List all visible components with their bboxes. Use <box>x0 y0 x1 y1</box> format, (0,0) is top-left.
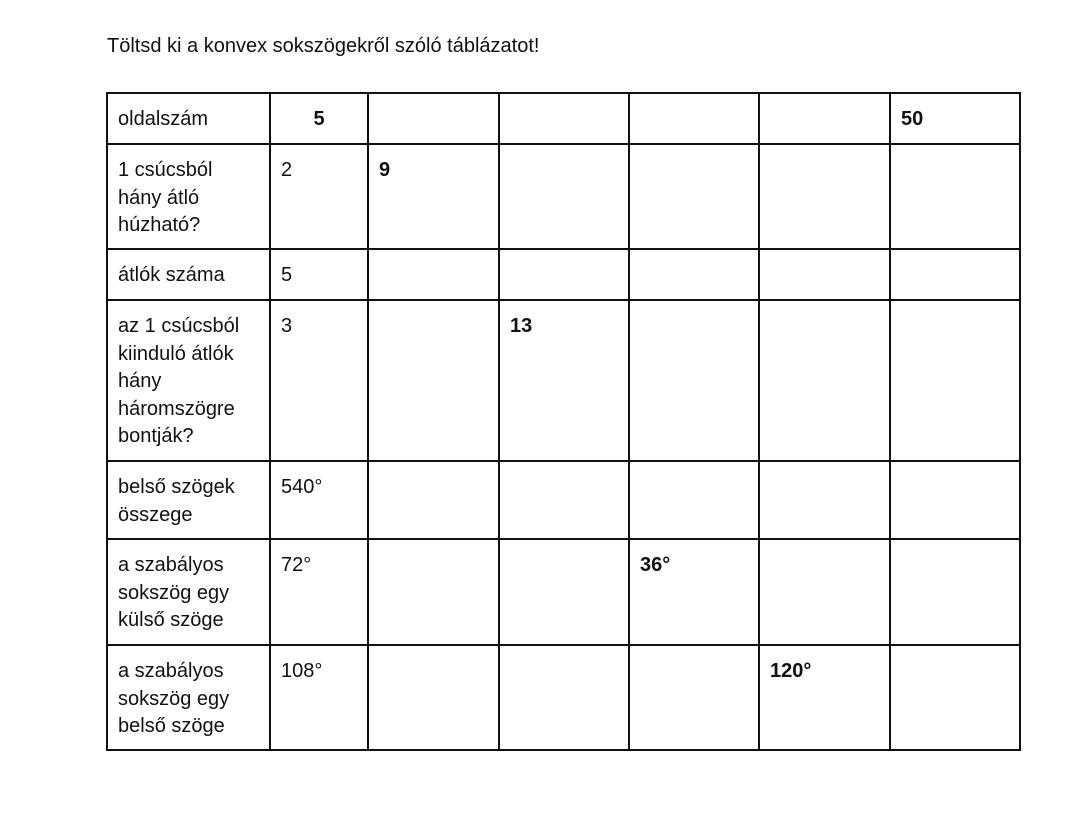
row-label: a szabályos sokszög egy külső szöge <box>107 539 270 645</box>
page-title: Töltsd ki a konvex sokszögekről szóló táblázatot! <box>107 35 540 57</box>
empty-cell[interactable] <box>368 645 499 750</box>
table-cell: 540° <box>270 461 368 539</box>
table-cell: 120° <box>759 645 890 750</box>
empty-cell[interactable] <box>629 249 759 300</box>
empty-cell[interactable] <box>629 93 759 144</box>
row-label: 1 csúcsból hány átló húzható? <box>107 144 270 249</box>
empty-cell[interactable] <box>499 461 629 539</box>
empty-cell[interactable] <box>499 93 629 144</box>
empty-cell[interactable] <box>759 300 890 461</box>
table-row <box>107 300 1020 461</box>
table-row <box>107 645 1020 750</box>
table-cell: 50 <box>890 93 1020 144</box>
empty-cell[interactable] <box>368 249 499 300</box>
empty-cell[interactable] <box>759 249 890 300</box>
empty-cell[interactable] <box>759 461 890 539</box>
empty-cell[interactable] <box>629 461 759 539</box>
empty-cell[interactable] <box>759 539 890 645</box>
table-cell: 3 <box>270 300 368 461</box>
table-cell: 5 <box>270 93 368 144</box>
table-row <box>107 144 1020 249</box>
table-row <box>107 249 1020 300</box>
table-row <box>107 93 1020 144</box>
empty-cell[interactable] <box>368 539 499 645</box>
empty-cell[interactable] <box>890 249 1020 300</box>
row-label: átlók száma <box>107 249 270 300</box>
empty-cell[interactable] <box>368 300 499 461</box>
empty-cell[interactable] <box>890 539 1020 645</box>
empty-cell[interactable] <box>890 144 1020 249</box>
empty-cell[interactable] <box>759 144 890 249</box>
empty-cell[interactable] <box>890 300 1020 461</box>
empty-cell[interactable] <box>759 93 890 144</box>
table-row <box>107 461 1020 539</box>
row-label: oldalszám <box>107 93 270 144</box>
empty-cell[interactable] <box>499 645 629 750</box>
row-label: a szabályos sokszög egy belső szöge <box>107 645 270 750</box>
empty-cell[interactable] <box>499 539 629 645</box>
empty-cell[interactable] <box>890 461 1020 539</box>
table-row <box>107 539 1020 645</box>
empty-cell[interactable] <box>368 461 499 539</box>
table-cell: 13 <box>499 300 629 461</box>
table-cell: 72° <box>270 539 368 645</box>
empty-cell[interactable] <box>368 93 499 144</box>
table-cell: 9 <box>368 144 499 249</box>
empty-cell[interactable] <box>629 300 759 461</box>
empty-cell[interactable] <box>499 144 629 249</box>
empty-cell[interactable] <box>499 249 629 300</box>
table-cell: 36° <box>629 539 759 645</box>
table-cell: 108° <box>270 645 368 750</box>
empty-cell[interactable] <box>629 144 759 249</box>
row-label: belső szögek összege <box>107 461 270 539</box>
empty-cell[interactable] <box>890 645 1020 750</box>
table-cell: 2 <box>270 144 368 249</box>
polygon-table <box>106 92 1021 751</box>
row-label: az 1 csúcsból kiinduló átlók hány háromszögre bontják? <box>107 300 270 461</box>
empty-cell[interactable] <box>629 645 759 750</box>
table-cell: 5 <box>270 249 368 300</box>
